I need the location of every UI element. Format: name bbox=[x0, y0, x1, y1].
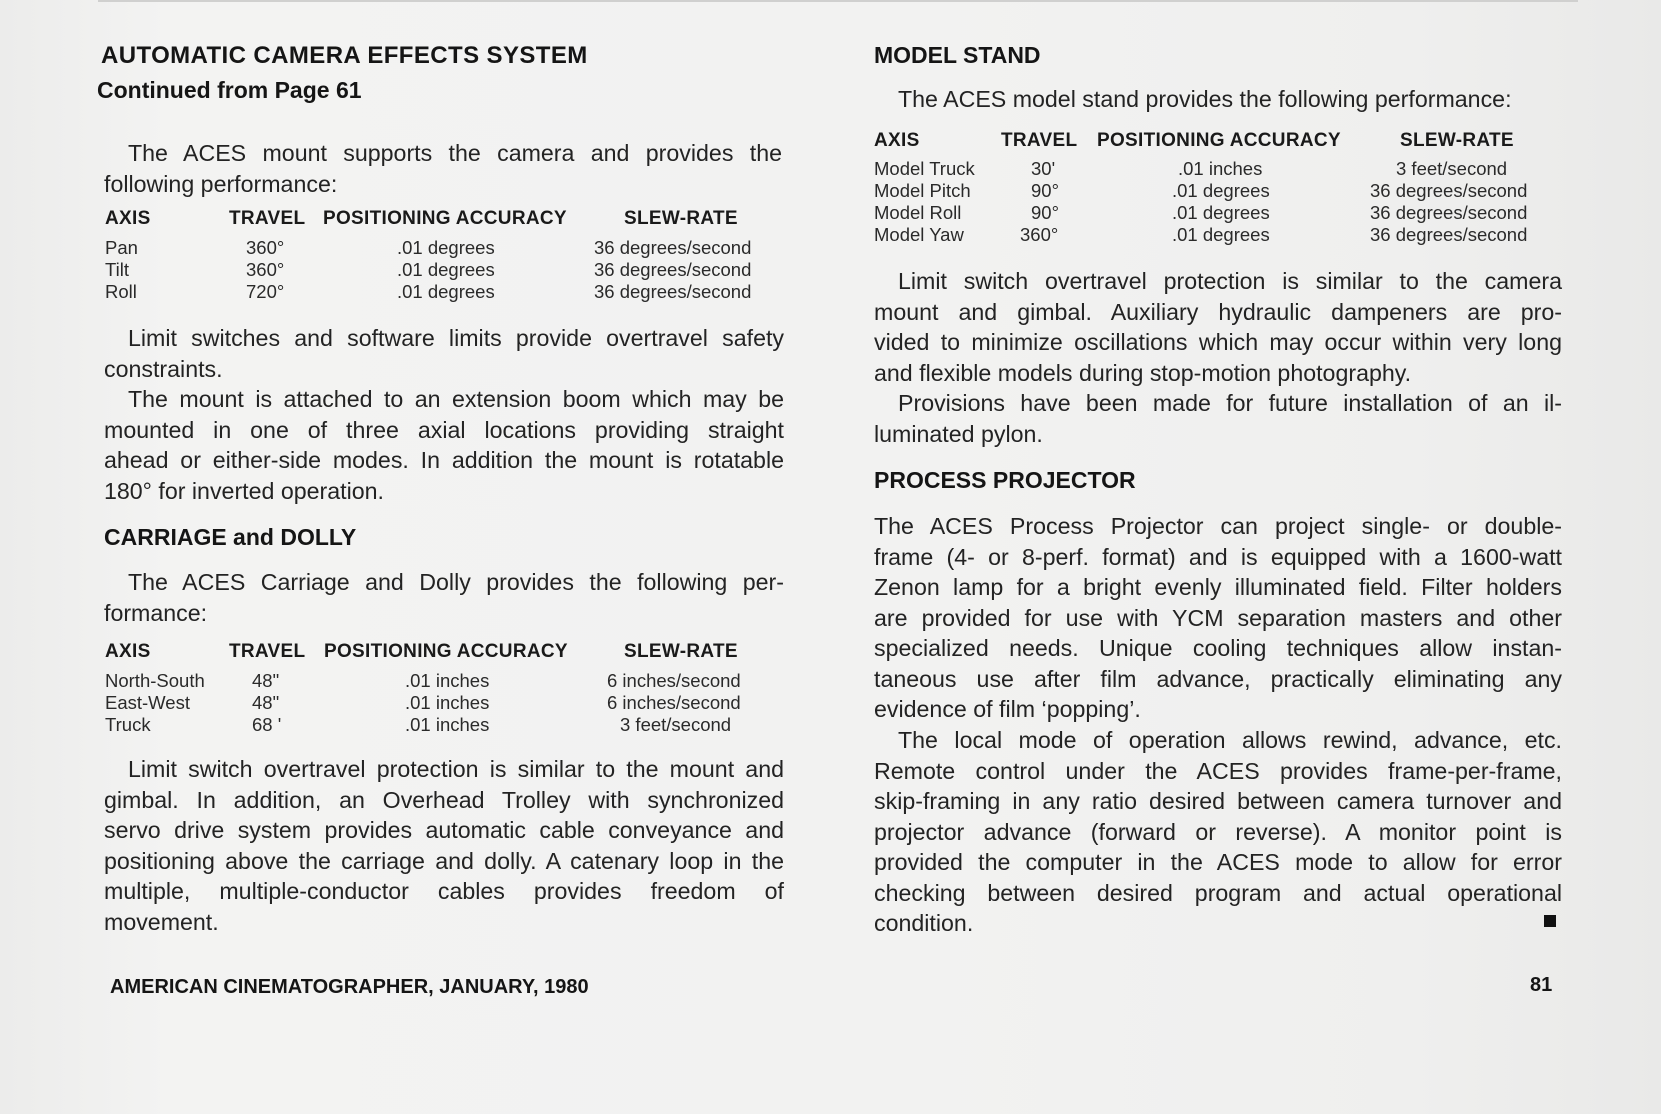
paragraph-line: Remote control under the ACES provides frame-per-frame, bbox=[874, 757, 1562, 784]
paragraph-line: vided to minimize oscillations which may occur within very long bbox=[874, 329, 1562, 355]
paragraph-line: frame (4- or 8-perf. format) and is equipped with a 1600-watt bbox=[874, 543, 1562, 570]
table-cell: .01 degrees bbox=[397, 259, 495, 280]
paragraph-line: The ACES Carriage and Dolly provides the following per- bbox=[128, 569, 784, 595]
carriage-heading: CARRIAGE and DOLLY bbox=[104, 524, 357, 550]
paragraph-line: positioning above the carriage and dolly. A catenary loop in the bbox=[104, 847, 784, 874]
table-cell: .01 inches bbox=[405, 714, 490, 735]
paragraph-line: formance: bbox=[104, 599, 208, 626]
table-header-axis: AXIS bbox=[105, 641, 151, 662]
table-header-accuracy: POSITIONING ACCURACY bbox=[1097, 130, 1341, 151]
local-mode-paragraph bbox=[874, 725, 1562, 939]
page-number: 81 bbox=[1530, 974, 1553, 996]
paragraph-line: are provided for use with YCM separation masters and other bbox=[874, 604, 1562, 631]
table-cell: .01 inches bbox=[1178, 158, 1263, 179]
table-cell: 90° bbox=[1031, 202, 1059, 223]
limits-paragraph bbox=[104, 323, 784, 384]
paragraph-line: following performance: bbox=[104, 170, 338, 197]
paragraph-line: skip-framing in any ratio desired between camera turnover and bbox=[874, 788, 1562, 814]
paragraph-line: ahead or either-side modes. In addition the mount is rotatable bbox=[104, 447, 784, 473]
table-cell: 360° bbox=[246, 259, 285, 280]
table-cell: .01 degrees bbox=[1172, 202, 1270, 223]
paragraph-line: provided the computer in the ACES mode to allow for error bbox=[874, 849, 1562, 875]
table-cell: 720° bbox=[246, 281, 285, 302]
table-cell: Model Truck bbox=[874, 158, 975, 179]
table-header-travel: TRAVEL bbox=[229, 641, 306, 662]
table-cell: .01 degrees bbox=[1172, 180, 1270, 201]
table-header-axis: AXIS bbox=[874, 130, 920, 151]
table-cell: Roll bbox=[105, 281, 137, 302]
table-cell: 30' bbox=[1031, 158, 1056, 179]
paragraph-line: Provisions have been made for future installation of an il- bbox=[898, 390, 1562, 416]
table-cell: East-West bbox=[105, 692, 190, 713]
paragraph-line: Limit switch overtravel protection is similar to the mount and bbox=[128, 756, 784, 782]
continued-note: Continued from Page 61 bbox=[97, 77, 362, 103]
pylon-paragraph bbox=[874, 388, 1562, 449]
table-cell: 90° bbox=[1031, 180, 1059, 201]
table-header-accuracy: POSITIONING ACCURACY bbox=[323, 208, 567, 229]
table-cell: 3 feet/second bbox=[620, 714, 732, 735]
projector-paragraph bbox=[874, 511, 1562, 725]
paragraph-line: The ACES model stand provides the following performance: bbox=[898, 86, 1512, 112]
table-cell: 36 degrees/second bbox=[594, 259, 752, 280]
paragraph-line: mounted in one of three axial locations providing straight bbox=[104, 416, 784, 443]
table-cell: .01 degrees bbox=[397, 237, 495, 258]
paragraph-line: condition. bbox=[874, 910, 974, 936]
paragraph-line: checking between desired program and actual operational bbox=[874, 879, 1562, 906]
table-cell: Tilt bbox=[105, 259, 129, 280]
table-cell: 36 degrees/second bbox=[594, 281, 752, 302]
model-stand-heading: MODEL STAND bbox=[874, 42, 1041, 68]
model-overtravel-paragraph bbox=[874, 266, 1562, 388]
paragraph-line: The mount is attached to an extension boom which may be bbox=[128, 386, 784, 412]
paragraph-line: 180° for inverted operation. bbox=[104, 477, 384, 504]
carriage-intro-paragraph bbox=[104, 567, 784, 628]
table-cell: 36 degrees/second bbox=[1370, 224, 1528, 245]
paragraph-line: servo drive system provides automatic cable conveyance and bbox=[104, 817, 784, 843]
paragraph-line: constraints. bbox=[104, 355, 223, 382]
paragraph-line: The ACES mount supports the camera and provides the bbox=[128, 140, 782, 166]
table-cell: 360° bbox=[246, 237, 285, 258]
paragraph-line: specialized needs. Unique cooling techniques allow instan- bbox=[874, 635, 1562, 661]
table-cell: Pan bbox=[105, 237, 138, 258]
paragraph-line: movement. bbox=[104, 908, 219, 935]
paragraph-line: mount and gimbal. Auxiliary hydraulic dampeners are pro- bbox=[874, 298, 1562, 325]
table-header-accuracy: POSITIONING ACCURACY bbox=[324, 641, 568, 662]
paragraph-line: projector advance (forward or reverse). A monitor point is bbox=[874, 818, 1562, 845]
paragraph-line: The local mode of operation allows rewind, advance, etc. bbox=[898, 727, 1562, 753]
table-cell: Model Pitch bbox=[874, 180, 971, 201]
table-cell: Model Roll bbox=[874, 202, 962, 223]
paragraph-line: luminated pylon. bbox=[874, 420, 1043, 447]
boom-paragraph bbox=[104, 384, 784, 506]
paragraph-line: Zenon lamp for a bright evenly illuminated field. Filter holders bbox=[874, 574, 1562, 600]
paragraph-line: Limit switch overtravel protection is similar to the camera bbox=[898, 268, 1562, 294]
table-header-travel: TRAVEL bbox=[1001, 130, 1078, 151]
table-header-travel: TRAVEL bbox=[229, 208, 306, 229]
end-of-article-square bbox=[1544, 915, 1556, 927]
table-cell: North-South bbox=[105, 670, 205, 691]
table-cell: Truck bbox=[105, 714, 151, 735]
table-cell: Model Yaw bbox=[874, 224, 964, 245]
table-cell: 36 degrees/second bbox=[1370, 180, 1528, 201]
table-header-axis: AXIS bbox=[105, 208, 151, 229]
paragraph-line: The ACES Process Projector can project single- or double- bbox=[874, 513, 1562, 539]
table-cell: 3 feet/second bbox=[1396, 158, 1508, 179]
paragraph-line: evidence of film ‘popping’. bbox=[874, 696, 1141, 722]
paragraph-line: gimbal. In addition, an Overhead Trolley with synchronized bbox=[104, 786, 784, 813]
footer-publication: AMERICAN CINEMATOGRAPHER, JANUARY, 1980 bbox=[110, 976, 589, 998]
table-cell: 6 inches/second bbox=[607, 670, 741, 691]
table-cell: 36 degrees/second bbox=[594, 237, 752, 258]
table-cell: 68 ' bbox=[252, 714, 282, 735]
paragraph-line: and flexible models during stop-motion photography. bbox=[874, 359, 1412, 386]
table-header-slew: SLEW-RATE bbox=[624, 208, 738, 229]
table-cell: 36 degrees/second bbox=[1370, 202, 1528, 223]
table-cell: .01 degrees bbox=[1172, 224, 1270, 245]
table-cell: 48" bbox=[252, 670, 280, 691]
table-cell: 48" bbox=[252, 692, 280, 713]
table-cell: .01 degrees bbox=[397, 281, 495, 302]
paragraph-line: multiple, multiple-conductor cables provides freedom of bbox=[104, 878, 784, 904]
carriage-paragraph bbox=[104, 754, 784, 937]
model-intro-paragraph bbox=[874, 84, 1562, 115]
top-rule bbox=[98, 0, 1578, 2]
table-cell: 360° bbox=[1020, 224, 1059, 245]
table-cell: .01 inches bbox=[405, 670, 490, 691]
paragraph-line: taneous use after film advance, practically eliminating any bbox=[874, 665, 1562, 692]
article-title: AUTOMATIC CAMERA EFFECTS SYSTEM bbox=[101, 42, 588, 69]
table-header-slew: SLEW-RATE bbox=[1400, 130, 1514, 151]
paragraph-line: Limit switches and software limits provide overtravel safety bbox=[128, 325, 784, 351]
table-header-slew: SLEW-RATE bbox=[624, 641, 738, 662]
table-cell: 6 inches/second bbox=[607, 692, 741, 713]
process-projector-heading: PROCESS PROJECTOR bbox=[874, 467, 1136, 493]
mount-intro-paragraph bbox=[104, 138, 782, 199]
table-cell: .01 inches bbox=[405, 692, 490, 713]
